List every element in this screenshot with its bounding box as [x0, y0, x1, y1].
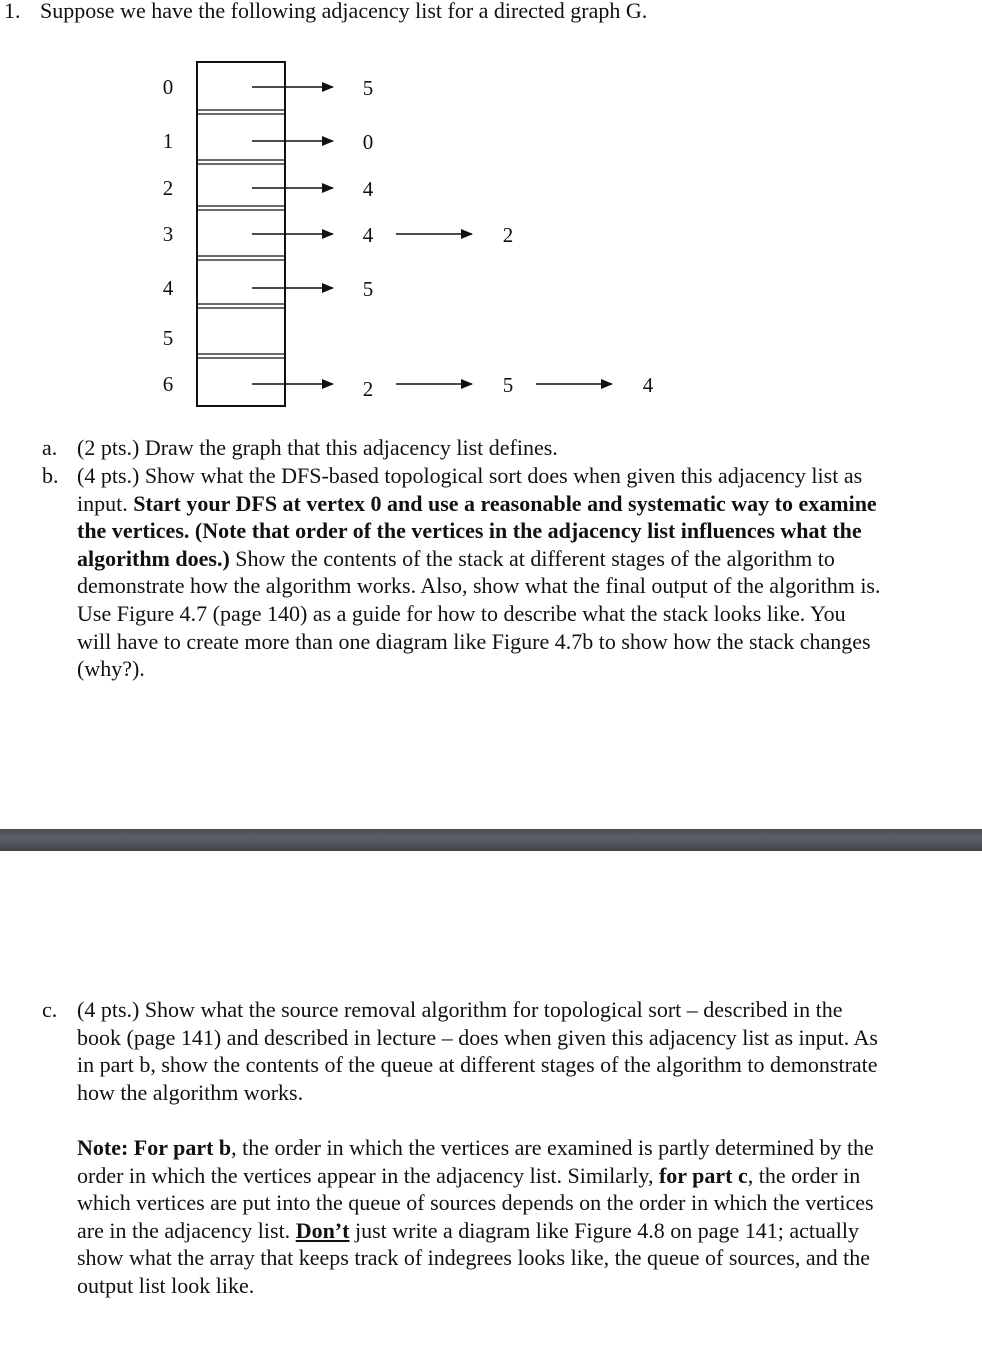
vertex-index-label: 5 — [162, 326, 174, 350]
part-a-label: a. — [42, 435, 58, 460]
adjacency-list-diagram — [0, 0, 982, 430]
list-node-value: 4 — [362, 223, 374, 247]
list-node-value: 4 — [642, 373, 654, 397]
vertex-index-label: 6 — [162, 372, 174, 396]
note-text-3: just write a diagram like Figure 4.8 on page 141; actually show what the array that keeps track of indegrees looks like, the queue of sources, and the output list look like. — [77, 1217, 870, 1298]
list-node-value: 5 — [362, 277, 374, 301]
part-b-label: b. — [42, 463, 59, 488]
note-text-1: , the order in which the vertices are examined is partly determined by the order in which the vertices appear in the adjacency list. Similarly, — [77, 1135, 874, 1188]
part-b-intro: (4 pts.) Show what the DFS-based topological sort does when given this adjacency list as input. — [77, 463, 863, 516]
list-node-value: 2 — [362, 377, 374, 401]
question-text: Suppose we have the following adjacency list for a directed graph G. — [40, 0, 648, 23]
part-b-bold-instruction: Start your DFS at vertex 0 and use a reasonable and systematic way to examine the vertices. (Note that order of the vertices in the adjacency list influences what the algorithm does.) — [77, 490, 877, 571]
part-b — [42, 462, 882, 683]
note-dont: Don’t — [295, 1217, 350, 1243]
part-c — [42, 996, 882, 1106]
vertex-index-label: 0 — [162, 75, 174, 99]
list-node-value: 5 — [362, 76, 374, 100]
note-paragraph — [77, 1134, 877, 1300]
part-b-rest: Show the contents of the stack at different stages of the algorithm to demonstrate how the algorithm works. Also, show what the final output of the algorithm is. Use Figure 4.7 (page 140) as a guide for how to describe what the stack looks like. You will have to create more than one diagram like Figure 4.7b to show how the stack changes (why?). — [77, 545, 881, 682]
list-node-value: 0 — [362, 130, 374, 154]
list-node-value: 2 — [502, 223, 514, 247]
vertex-index-label: 3 — [162, 222, 174, 246]
part-b-text — [77, 462, 882, 683]
question-number: 1. — [4, 0, 21, 23]
vertex-index-label: 1 — [162, 129, 174, 153]
part-c-label: c. — [42, 997, 58, 1022]
note-heading: Note: For part b — [77, 1135, 232, 1160]
note-for-part-c: for part c — [658, 1162, 748, 1188]
part-a — [42, 434, 882, 462]
part-a-text: (2 pts.) Draw the graph that this adjacency list defines. — [77, 435, 558, 460]
vertex-index-label: 2 — [162, 176, 174, 200]
list-node-value: 4 — [362, 177, 374, 201]
vertex-index-label: 4 — [162, 276, 174, 300]
part-c-text: (4 pts.) Show what the source removal algorithm for topological sort – described in the book (page 141) and described in lecture – does when given this adjacency list as input. As in part b, show the contents of the queue at different stages of the algorithm to demonstrate how the algorithm works. — [77, 997, 878, 1105]
page-divider — [0, 829, 982, 851]
list-node-value: 5 — [502, 373, 514, 397]
note-text-2: , the order in which vertices are put into the queue of sources depends on the order in which the vertices are in the adjacency list. — [77, 1162, 874, 1243]
